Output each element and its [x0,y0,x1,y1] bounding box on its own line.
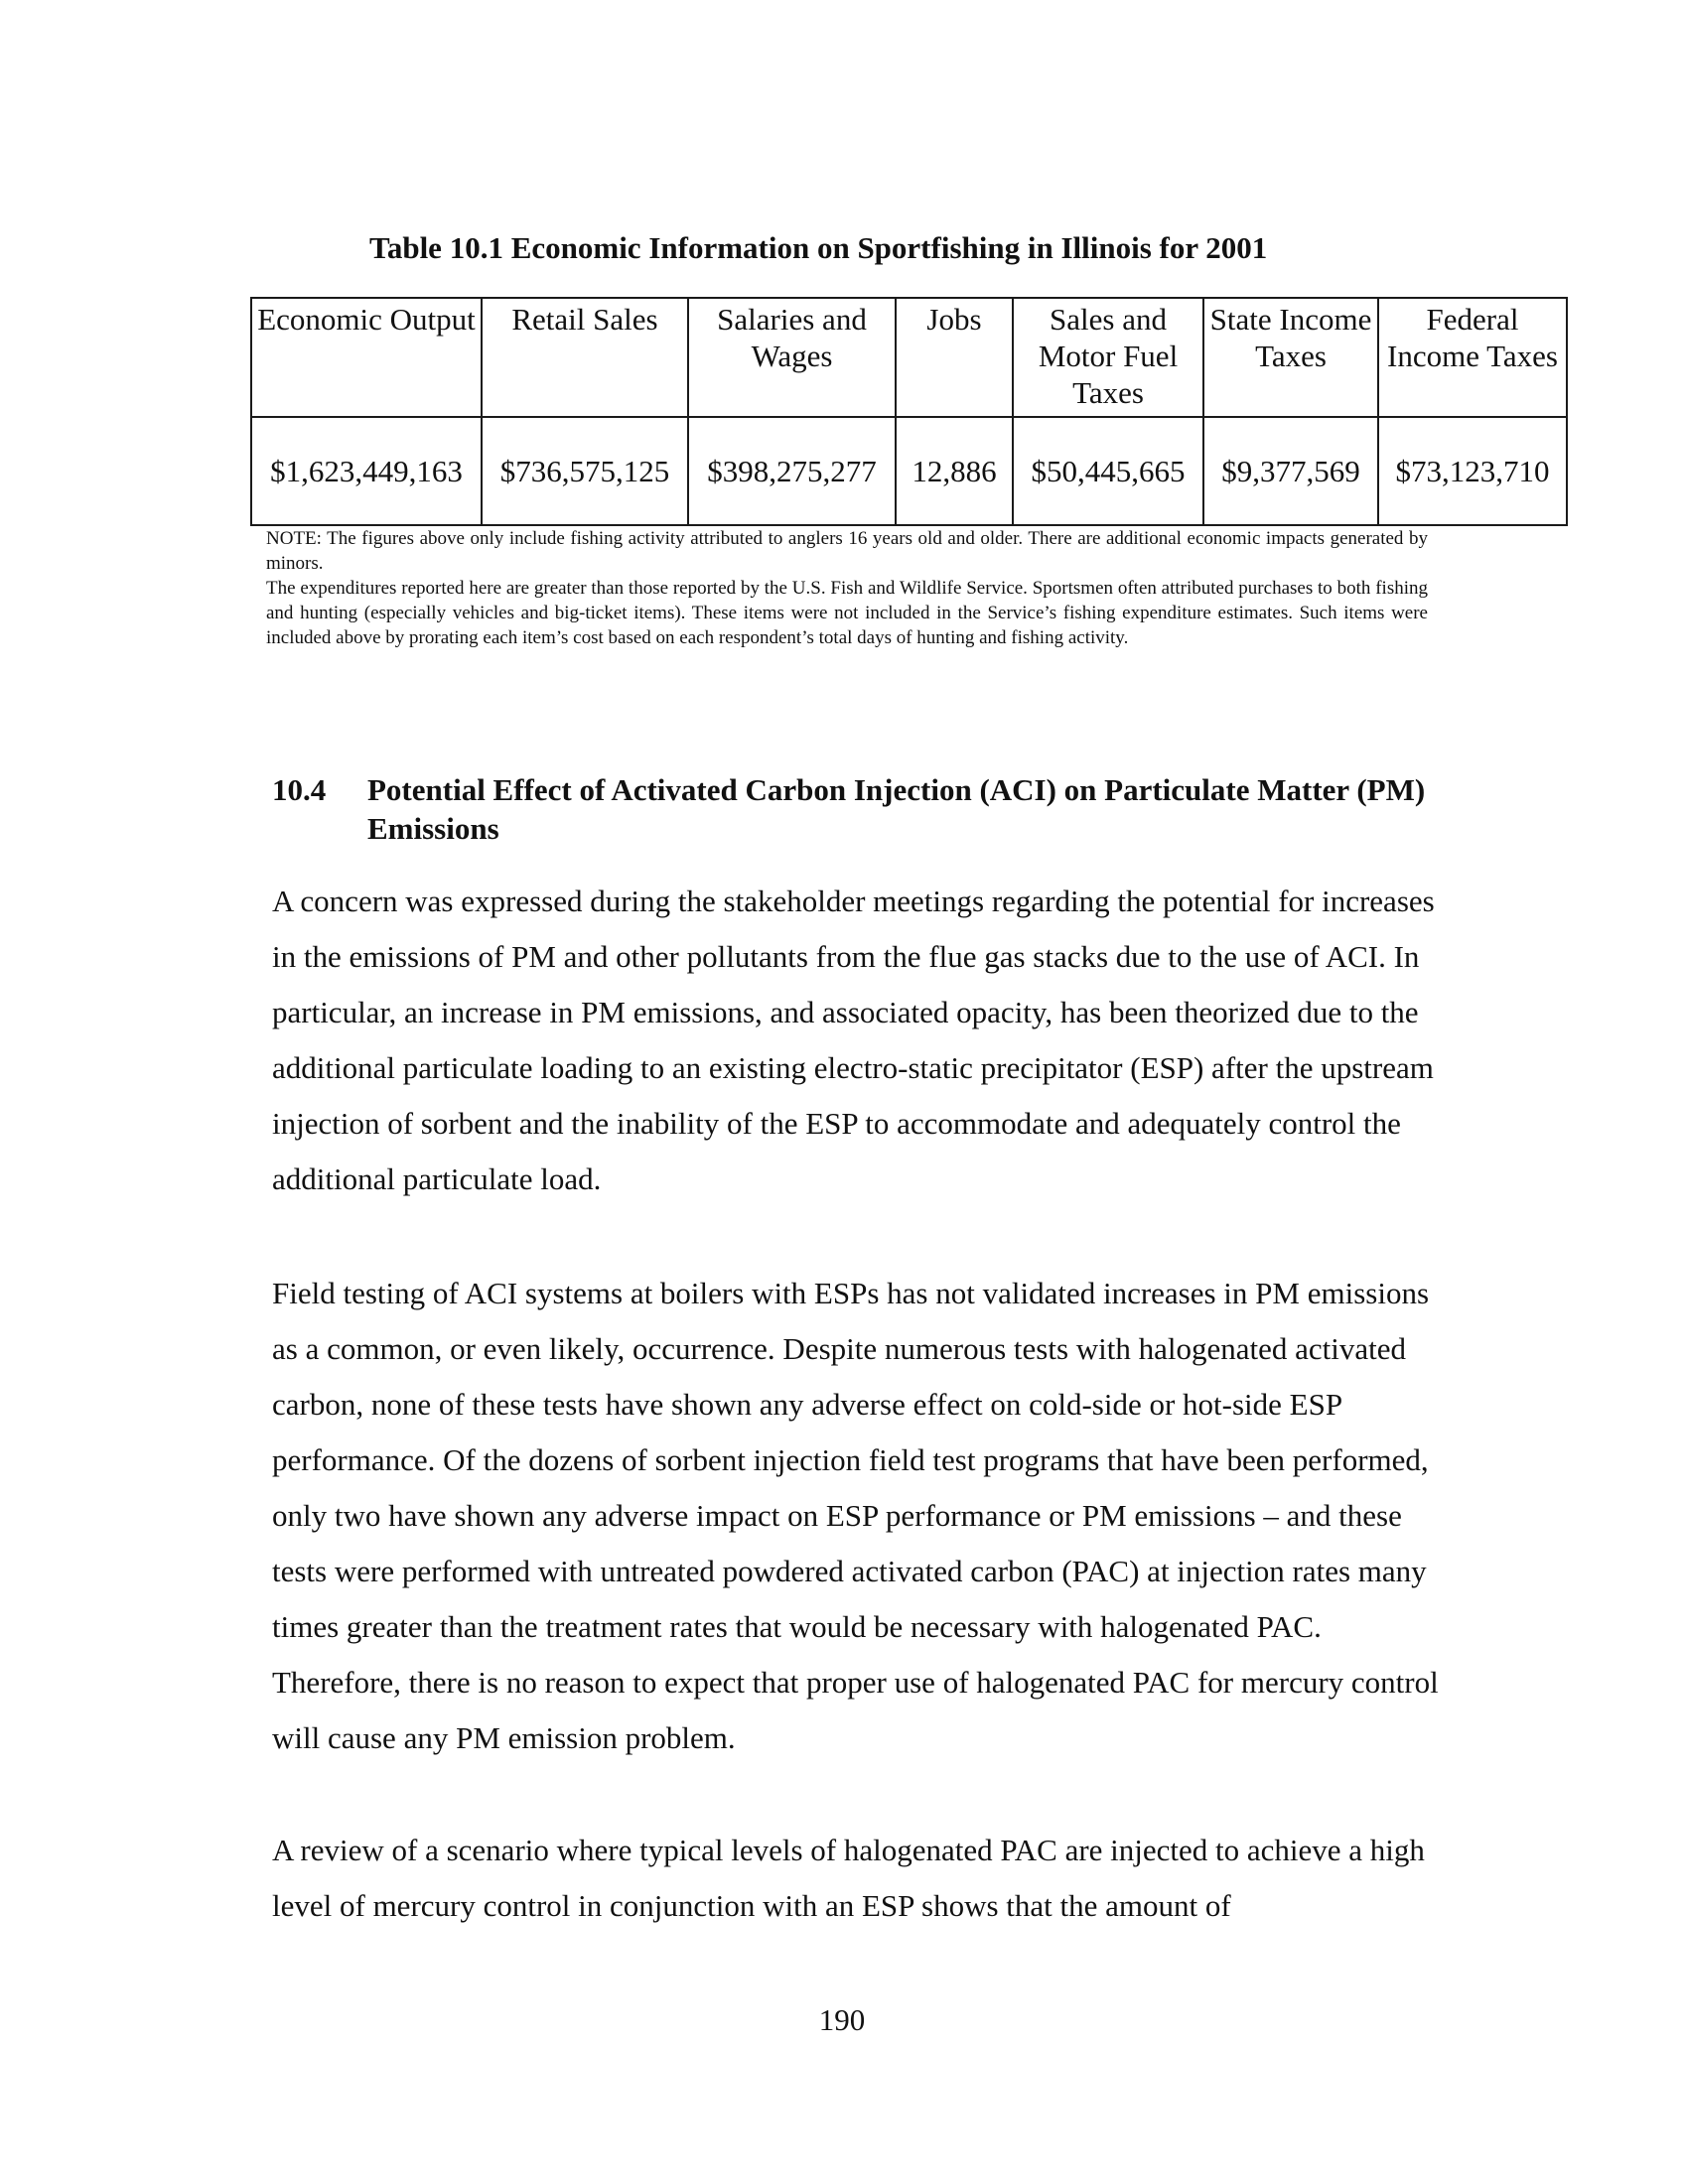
section-number: 10.4 [272,772,327,807]
table-title: Table 10.1 Economic Information on Sportfishing in Illinois for 2001 [369,230,1268,265]
table-header-row [251,298,1567,417]
page-number: 190 [818,2002,866,2037]
header-economic-output: Economic Output [251,298,482,417]
header-salaries-wages: Salaries and Wages [688,298,896,417]
header-federal-income-taxes: Federal Income Taxes [1378,298,1567,417]
cell-jobs: 12,886 [896,417,1013,525]
cell-retail-sales: $736,575,125 [482,417,688,525]
table-note-minors: NOTE: The figures above only include fishing activity attributed to anglers 16 years old and older. There are additional economic impacts generated by minors. [266,528,1428,574]
cell-salaries-wages: $398,275,277 [688,417,896,525]
paragraph-aci-concern: A concern was expressed during the stakeholder meetings regarding the potential for increases in the emissions of PM and other pollutants from the flue gas stacks due to the use of ACI. In particular, an increase in PM emissions, and associated opacity, has been theorized due to the additional particulate loading to an existing electro-static precipitator (ESP) after the upstream injection of sorbent and the inability of the ESP to accommodate and adequately control the additional particulate load. [272,884,1435,1196]
paragraph-scenario-review: A review of a scenario where typical levels of halogenated PAC are injected to achieve a high level of mercury control in conjunction with an ESP shows that the amount of [272,1833,1425,1923]
header-state-income-taxes: State Income Taxes [1203,298,1378,417]
cell-federal-income-taxes: $73,123,710 [1378,417,1567,525]
header-jobs: Jobs [896,298,1013,417]
cell-economic-output: $1,623,449,163 [251,417,482,525]
economic-table [250,297,1568,526]
table-row [251,417,1567,525]
header-retail-sales: Retail Sales [482,298,688,417]
paragraph-field-testing: Field testing of ACI systems at boilers with ESPs has not validated increases in PM emissions as a common, or even likely, occurrence. Despite numerous tests with halogenated activated carbon, none of these tests have shown any adverse effect on cold-side or hot-side ESP performance. Of the dozens of sorbent injection field test programs that have been performed, only two have shown any adverse impact on ESP performance or PM emissions – and these tests were performed with untreated powdered activated carbon (PAC) at injection rates many times greater than the treatment rates that would be necessary with halogenated PAC. Therefore, there is no reason to expect that proper use of halogenated PAC for mercury control will cause any PM emission problem. [272,1276,1439,1755]
header-sales-motor-fuel-taxes: Sales and Motor Fuel Taxes [1013,298,1203,417]
table-note [266,526,1428,650]
table-note-expenditures: The expenditures reported here are greater than those reported by the U.S. Fish and Wildlife Service. Sportsmen often attributed purchases to both fishing and hunting (especially vehicles and big-ticket items). These items were not included in the Service’s fishing expenditure estimates. Such items were included above by prorating each item’s cost based on each respondent’s total days of hunting and fishing activity. [266,578,1428,648]
cell-state-income-taxes: $9,377,569 [1203,417,1378,525]
cell-sales-motor-fuel-taxes: $50,445,665 [1013,417,1203,525]
section-title: Potential Effect of Activated Carbon Injection (ACI) on Particulate Matter (PM) Emissions [367,772,1426,846]
